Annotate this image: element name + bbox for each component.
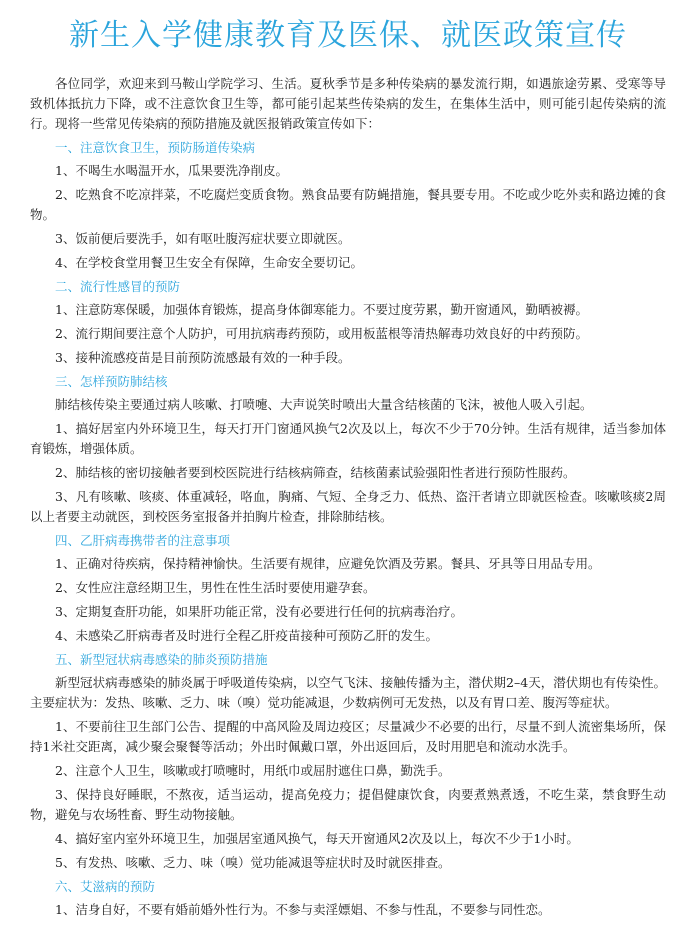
section-paragraph: 肺结核传染主要通过病人咳嗽、打喷嚏、大声说笑时喷出大量含结核菌的飞沫，被他人吸入引起。 (55, 397, 593, 412)
section-paragraph: 2、肺结核的密切接触者要到校医院进行结核病筛查，结核菌素试验强阳性者进行预防性服药。 (55, 465, 576, 480)
section-paragraph: 4、搞好室内室外环境卫生，加强居室通风换气，每天开窗通风2次及以上，每次不少于1小时。 (55, 831, 579, 846)
section-paragraph: 3、保持良好睡眠，不熬夜，适当运动，提高免疫力；提倡健康饮食，肉要煮熟煮透，不吃生菜，禁食野生动物，避免与农场牲畜、野生动物接触。 (30, 787, 666, 822)
section-paragraph: 2、女性应注意经期卫生，男性在性生活时要使用避孕套。 (55, 580, 376, 595)
section-paragraph: 2、注意个人卫生，咳嗽或打喷嚏时，用纸巾或屈肘遮住口鼻，勤洗手。 (55, 763, 451, 778)
section-paragraph: 4、在学校食堂用餐卫生安全有保障，生命安全要切记。 (55, 255, 363, 270)
section-paragraph: 1、不要前往卫生部门公告、提醒的中高风险及周边疫区；尽量减少不必要的出行，尽量不到人流密集场所，保持1米社交距离，减少聚会聚餐等活动；外出时佩戴口罩，外出返回后，及时用肥皂和流动水洗手。 (30, 719, 666, 754)
section-paragraph: 3、接种流感疫苗是目前预防流感最有效的一种手段。 (55, 350, 351, 365)
intro-paragraph: 各位同学，欢迎来到马鞍山学院学习、生活。夏秋季节是多种传染病的暴发流行期，如遇旅途劳累、受寒等导致机体抵抗力下降，或不注意饮食卫生等，都可能引起某些传染病的发生，在集体生活中，则可能引起传染病的流行。现将一些常见传染病的预防措施及就医报销政策宣传如下： (30, 76, 666, 131)
section-heading: 四、乙肝病毒携带者的注意事项 (55, 533, 231, 548)
section-paragraph: 1、注意防寒保暖，加强体育锻炼，提高身体御寒能力。不要过度劳累，勤开窗通风，勤晒被褥。 (55, 302, 588, 317)
section-paragraph: 3、定期复查肝功能，如果肝功能正常，没有必要进行任何的抗病毒治疗。 (55, 604, 463, 619)
section-heading: 六、艾滋病的预防 (55, 879, 156, 894)
section-paragraph: 4、未感染乙肝病毒者及时进行全程乙肝疫苗接种可预防乙肝的发生。 (55, 628, 438, 643)
section-paragraph: 3、饭前便后要洗手，如有呕吐腹泻症状要立即就医。 (55, 231, 351, 246)
section-paragraph: 1、不喝生水喝温开水，瓜果要洗净削皮。 (55, 163, 288, 178)
section-heading: 二、流行性感冒的预防 (55, 279, 181, 294)
section-paragraph: 新型冠状病毒感染的肺炎属于呼吸道传染病，以空气飞沫、接触传播为主，潜伏期2–4天，潜伏期也有传染性。主要症状为：发热、咳嗽、乏力、味（嗅）觉功能减退，少数病例可无发热，以及有胃口差、腹泻等症状。 (30, 675, 666, 710)
document-page (0, 14, 696, 934)
sections-container (30, 138, 666, 920)
section-paragraph: 1、洁身自好，不要有婚前婚外性行为。不参与卖淫嫖娼、不参与性乱，不要参与同性恋。 (55, 902, 551, 917)
page-title: 新生入学健康教育及医保、就医政策宣传 (69, 18, 627, 53)
section-heading: 一、注意饮食卫生，预防肠道传染病 (55, 140, 256, 155)
section-heading: 五、新型冠状病毒感染的肺炎预防措施 (55, 652, 268, 667)
section-paragraph: 3、凡有咳嗽、咳痰、体重减轻，咯血，胸痛、气短、全身乏力、低热、盗汗者请立即就医检查。咳嗽咳痰2周以上者要主动就医，到校医务室报备并拍胸片检查，排除肺结核。 (30, 489, 666, 524)
section-paragraph: 5、有发热、咳嗽、乏力、味（嗅）觉功能减退等症状时及时就医排查。 (55, 855, 451, 870)
section-heading: 三、怎样预防肺结核 (55, 374, 168, 389)
section-paragraph: 2、吃熟食不吃凉拌菜，不吃腐烂变质食物。熟食品要有防蝇措施，餐具要专用。不吃或少吃外卖和路边摊的食物。 (30, 187, 666, 222)
section-paragraph: 1、正确对待疾病，保持精神愉快。生活要有规律，应避免饮酒及劳累。餐具、牙具等日用品专用。 (55, 556, 601, 571)
section-paragraph: 2、流行期间要注意个人防护，可用抗病毒药预防，或用板蓝根等清热解毒功效良好的中药预防。 (55, 326, 588, 341)
section-paragraph: 1、搞好居室内外环境卫生，每天打开门窗通风换气2次及以上，每次不少于70分钟。生活有规律，适当参加体育锻炼，增强体质。 (30, 421, 666, 456)
